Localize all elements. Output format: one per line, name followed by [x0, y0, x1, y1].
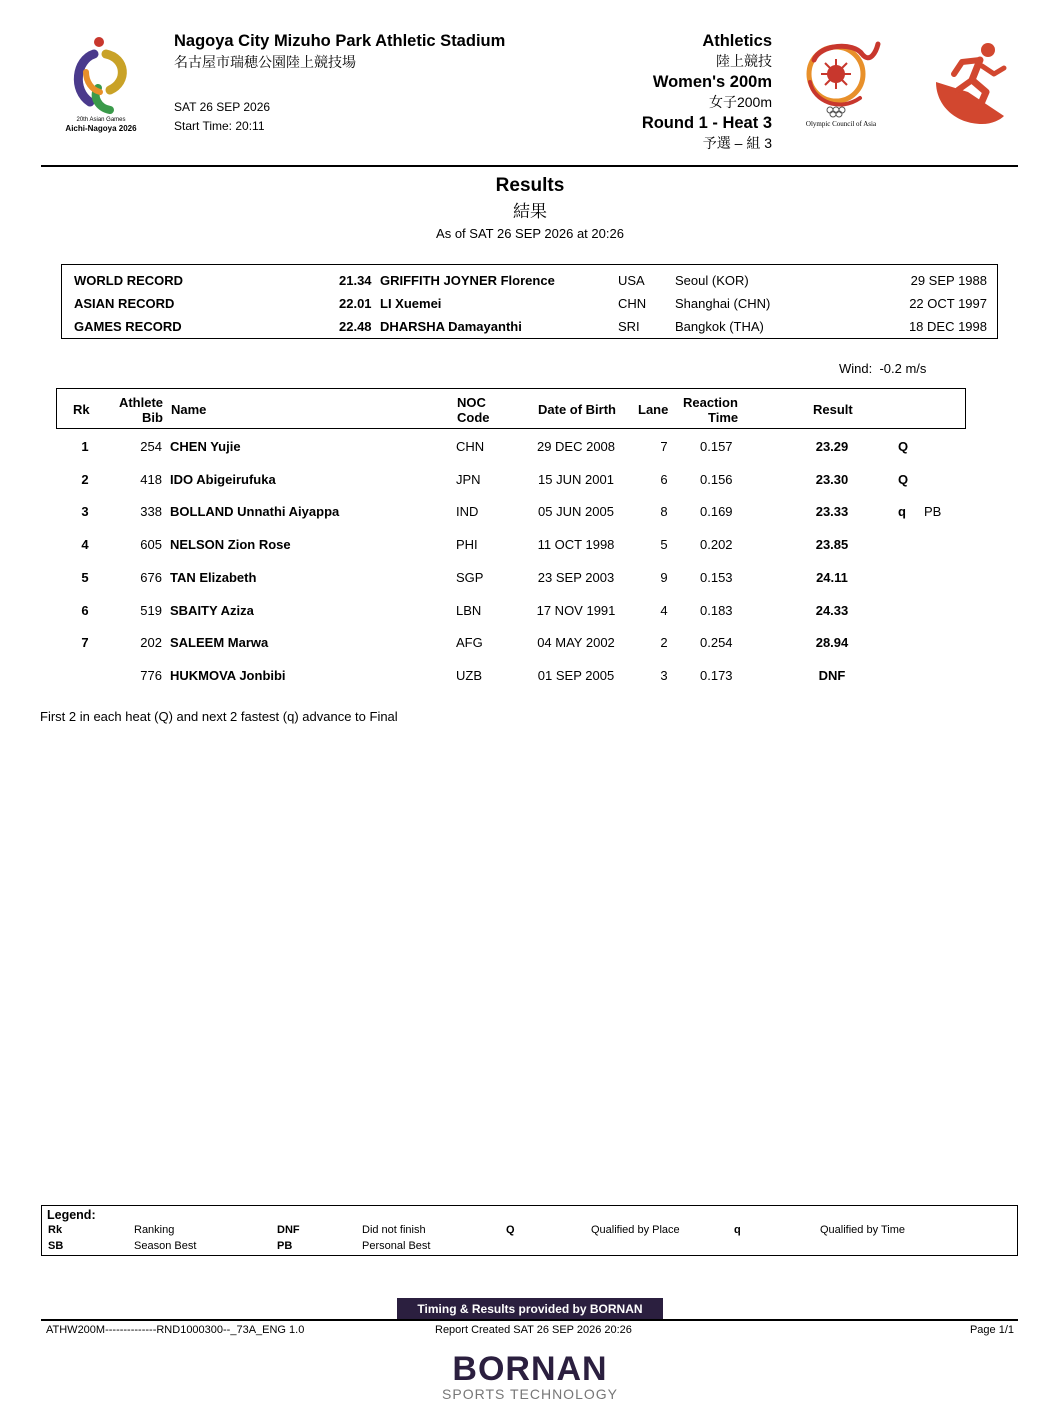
- legend-abbr: q: [734, 1224, 741, 1236]
- round-name: Round 1 - Heat 3: [641, 114, 772, 132]
- event-name: Women's 200m: [652, 73, 772, 91]
- record-date: 22 OCT 1997: [909, 296, 987, 311]
- table-row: [56, 439, 966, 461]
- col-dob: Date of Birth: [538, 402, 616, 417]
- cell-bib: 338: [140, 504, 162, 520]
- col-name: Name: [171, 402, 207, 417]
- cell-lane: 7: [660, 439, 668, 454]
- cell-noc: AFG: [456, 635, 483, 651]
- record-time: 21.34: [339, 273, 372, 288]
- cell-rank: 6: [81, 602, 89, 618]
- cell-record-note: PB: [924, 504, 942, 520]
- record-place: Bangkok (THA): [675, 319, 764, 334]
- col-lane: Lane: [638, 402, 669, 417]
- legend-desc: Qualified by Place: [591, 1224, 680, 1236]
- cell-result: 23.33: [815, 504, 849, 520]
- timing-provider-banner: Timing & Results provided by BORNAN: [397, 1298, 663, 1320]
- col-rank: Rk: [73, 402, 90, 417]
- cell-bib: 519: [140, 602, 162, 618]
- athletics-pictogram-icon: [932, 40, 1008, 126]
- cell-noc: CHN: [456, 439, 485, 454]
- cell-noc: PHI: [456, 537, 478, 553]
- cell-athlete-name: CHEN Yujie: [170, 439, 241, 454]
- legend-desc: Qualified by Time: [820, 1224, 905, 1236]
- record-row: [62, 296, 997, 316]
- cell-athlete-name: IDO Abigeirufuka: [170, 471, 276, 487]
- record-date: 29 SEP 1988: [910, 273, 987, 288]
- cell-noc: JPN: [456, 471, 481, 487]
- cell-lane: 5: [660, 537, 668, 553]
- cell-noc: IND: [456, 504, 479, 520]
- record-time: 22.01: [339, 296, 372, 311]
- cell-result: 23.30: [815, 471, 849, 487]
- results-table-header: [56, 388, 966, 429]
- record-row: [62, 273, 997, 293]
- col-bib-line1: Athlete: [118, 395, 163, 410]
- cell-date-of-birth: 05 JUN 2005: [538, 504, 614, 520]
- cell-rank: 2: [81, 471, 89, 487]
- record-noc: USA: [618, 273, 645, 288]
- cell-noc: SGP: [456, 569, 484, 585]
- cell-qualification: Q: [898, 471, 909, 487]
- event-name-jp: 女子200m: [708, 94, 772, 110]
- cell-qualification: Q: [898, 439, 909, 454]
- cell-athlete-name: SBAITY Aziza: [170, 602, 254, 618]
- legend-abbr: Q: [506, 1224, 515, 1236]
- cell-result: 23.85: [815, 537, 849, 553]
- table-row: [56, 472, 966, 494]
- cell-bib: 605: [140, 537, 162, 553]
- cell-result: 23.29: [815, 439, 849, 454]
- cell-lane: 3: [660, 667, 668, 683]
- cell-bib: 776: [140, 667, 162, 683]
- logo-caption-1: 20th Asian Games: [76, 117, 126, 123]
- cell-result: 24.11: [816, 569, 848, 585]
- oca-caption: Olympic Council of Asia: [805, 120, 877, 128]
- cell-date-of-birth: 29 DEC 2008: [536, 439, 616, 454]
- cell-rank: 1: [81, 439, 89, 454]
- table-row: [56, 668, 966, 690]
- as-of-timestamp: As of SAT 26 SEP 2026 at 20:26: [436, 226, 624, 241]
- document-code: ATHW200M--------------RND1000300--_73A_ENG 1.0: [46, 1324, 305, 1336]
- cell-lane: 9: [660, 569, 668, 585]
- cell-reaction-time: 0.202: [700, 537, 733, 553]
- legend-box: [41, 1205, 1018, 1256]
- col-noc-line1: NOC: [457, 395, 486, 410]
- cell-rank: 5: [81, 569, 89, 585]
- cell-bib: 418: [140, 471, 162, 487]
- record-date: 18 DEC 1998: [908, 319, 987, 334]
- sport-name: Athletics: [702, 32, 772, 50]
- cell-bib: 676: [140, 569, 162, 585]
- cell-date-of-birth: 23 SEP 2003: [537, 569, 615, 585]
- cell-reaction-time: 0.254: [700, 635, 733, 651]
- cell-noc: LBN: [456, 602, 482, 618]
- record-noc: CHN: [618, 296, 647, 311]
- cell-athlete-name: HUKMOVA Jonbibi: [170, 667, 286, 683]
- cell-date-of-birth: 17 NOV 1991: [536, 602, 616, 618]
- page-number: Page 1/1: [969, 1324, 1014, 1336]
- record-holder: GRIFFITH JOYNER Florence: [380, 273, 555, 288]
- cell-date-of-birth: 15 JUN 2001: [538, 471, 614, 487]
- cell-result: DNF: [818, 667, 846, 683]
- report-created: Report Created SAT 26 SEP 2026 20:26: [435, 1324, 632, 1336]
- wind-reading: Wind: -0.2 m/s: [839, 361, 927, 376]
- cell-date-of-birth: 11 OCT 1998: [537, 537, 615, 553]
- cell-qualification: q: [898, 504, 906, 520]
- col-bib-line2: Bib: [142, 410, 163, 425]
- col-reaction-line2: Time: [708, 410, 739, 425]
- cell-athlete-name: BOLLAND Unnathi Aiyappa: [170, 504, 340, 520]
- bornan-tagline: SPORTS TECHNOLOGY: [442, 1386, 618, 1402]
- record-time: 22.48: [339, 319, 372, 334]
- header-divider: [41, 165, 1018, 167]
- qualification-note: First 2 in each heat (Q) and next 2 fastest (q) advance to Final: [40, 709, 398, 724]
- report-title-jp: 結果: [513, 202, 547, 221]
- table-row: [56, 603, 966, 625]
- col-reaction-line1: Reaction: [683, 395, 738, 410]
- cell-result: 24.33: [815, 602, 849, 618]
- legend-desc: Did not finish: [362, 1224, 426, 1236]
- cell-date-of-birth: 01 SEP 2005: [537, 667, 615, 683]
- report-title: Results: [495, 175, 565, 196]
- venue-name: Nagoya City Mizuho Park Athletic Stadium: [174, 32, 506, 50]
- legend-abbr: SB: [48, 1240, 64, 1252]
- round-name-jp: 予選 – 組 3: [702, 135, 772, 151]
- legend-abbr: PB: [277, 1240, 293, 1252]
- table-row: [56, 570, 966, 592]
- record-label: GAMES RECORD: [74, 319, 182, 334]
- cell-rank: 3: [81, 504, 89, 520]
- cell-rank: 4: [81, 537, 89, 553]
- record-noc: SRI: [618, 319, 640, 334]
- cell-lane: 2: [660, 635, 668, 651]
- record-place: Seoul (KOR): [675, 273, 749, 288]
- record-row: [62, 319, 997, 339]
- records-box: [61, 264, 998, 339]
- legend-abbr: Rk: [48, 1224, 63, 1236]
- cell-athlete-name: TAN Elizabeth: [170, 569, 257, 585]
- col-noc-line2: Code: [457, 410, 490, 425]
- logo-caption-2: Aichi-Nagoya 2026: [65, 124, 137, 133]
- cell-reaction-time: 0.157: [700, 439, 733, 454]
- cell-reaction-time: 0.153: [700, 569, 733, 585]
- legend-desc: Season Best: [134, 1240, 197, 1252]
- record-place: Shanghai (CHN): [675, 296, 771, 311]
- record-label: WORLD RECORD: [74, 273, 184, 288]
- cell-athlete-name: SALEEM Marwa: [170, 635, 269, 651]
- legend-desc: Ranking: [134, 1224, 175, 1236]
- cell-noc: UZB: [456, 667, 482, 683]
- cell-reaction-time: 0.183: [700, 602, 733, 618]
- table-row: [56, 537, 966, 559]
- col-result: Result: [813, 402, 853, 417]
- cell-lane: 4: [660, 602, 668, 618]
- oca-logo: [800, 38, 882, 130]
- cell-lane: 8: [660, 504, 668, 520]
- bornan-logo: BORNAN: [452, 1350, 608, 1388]
- legend-title: Legend:: [47, 1208, 96, 1222]
- cell-lane: 6: [660, 471, 668, 487]
- cell-reaction-time: 0.156: [700, 471, 733, 487]
- venue-name-jp: 名古屋市瑞穂公園陸上競技場: [174, 54, 356, 70]
- cell-result: 28.94: [815, 635, 849, 651]
- record-holder: LI Xuemei: [380, 296, 442, 311]
- cell-athlete-name: NELSON Zion Rose: [170, 537, 291, 553]
- cell-date-of-birth: 04 MAY 2002: [537, 635, 615, 651]
- cell-bib: 254: [140, 439, 162, 454]
- start-time: Start Time: 20:11: [174, 119, 265, 133]
- sport-name-jp: 陸上競技: [716, 53, 772, 69]
- cell-rank: 7: [81, 635, 89, 651]
- table-row: [56, 504, 966, 526]
- legend-desc: Personal Best: [362, 1240, 431, 1252]
- cell-bib: 202: [140, 635, 162, 651]
- cell-reaction-time: 0.169: [700, 504, 733, 520]
- table-row: [56, 635, 966, 657]
- record-label: ASIAN RECORD: [74, 296, 175, 311]
- event-date: SAT 26 SEP 2026: [174, 100, 271, 114]
- footer-divider: [41, 1319, 1018, 1321]
- record-holder: DHARSHA Damayanthi: [380, 319, 522, 334]
- cell-reaction-time: 0.173: [700, 667, 733, 683]
- legend-abbr: DNF: [277, 1224, 300, 1236]
